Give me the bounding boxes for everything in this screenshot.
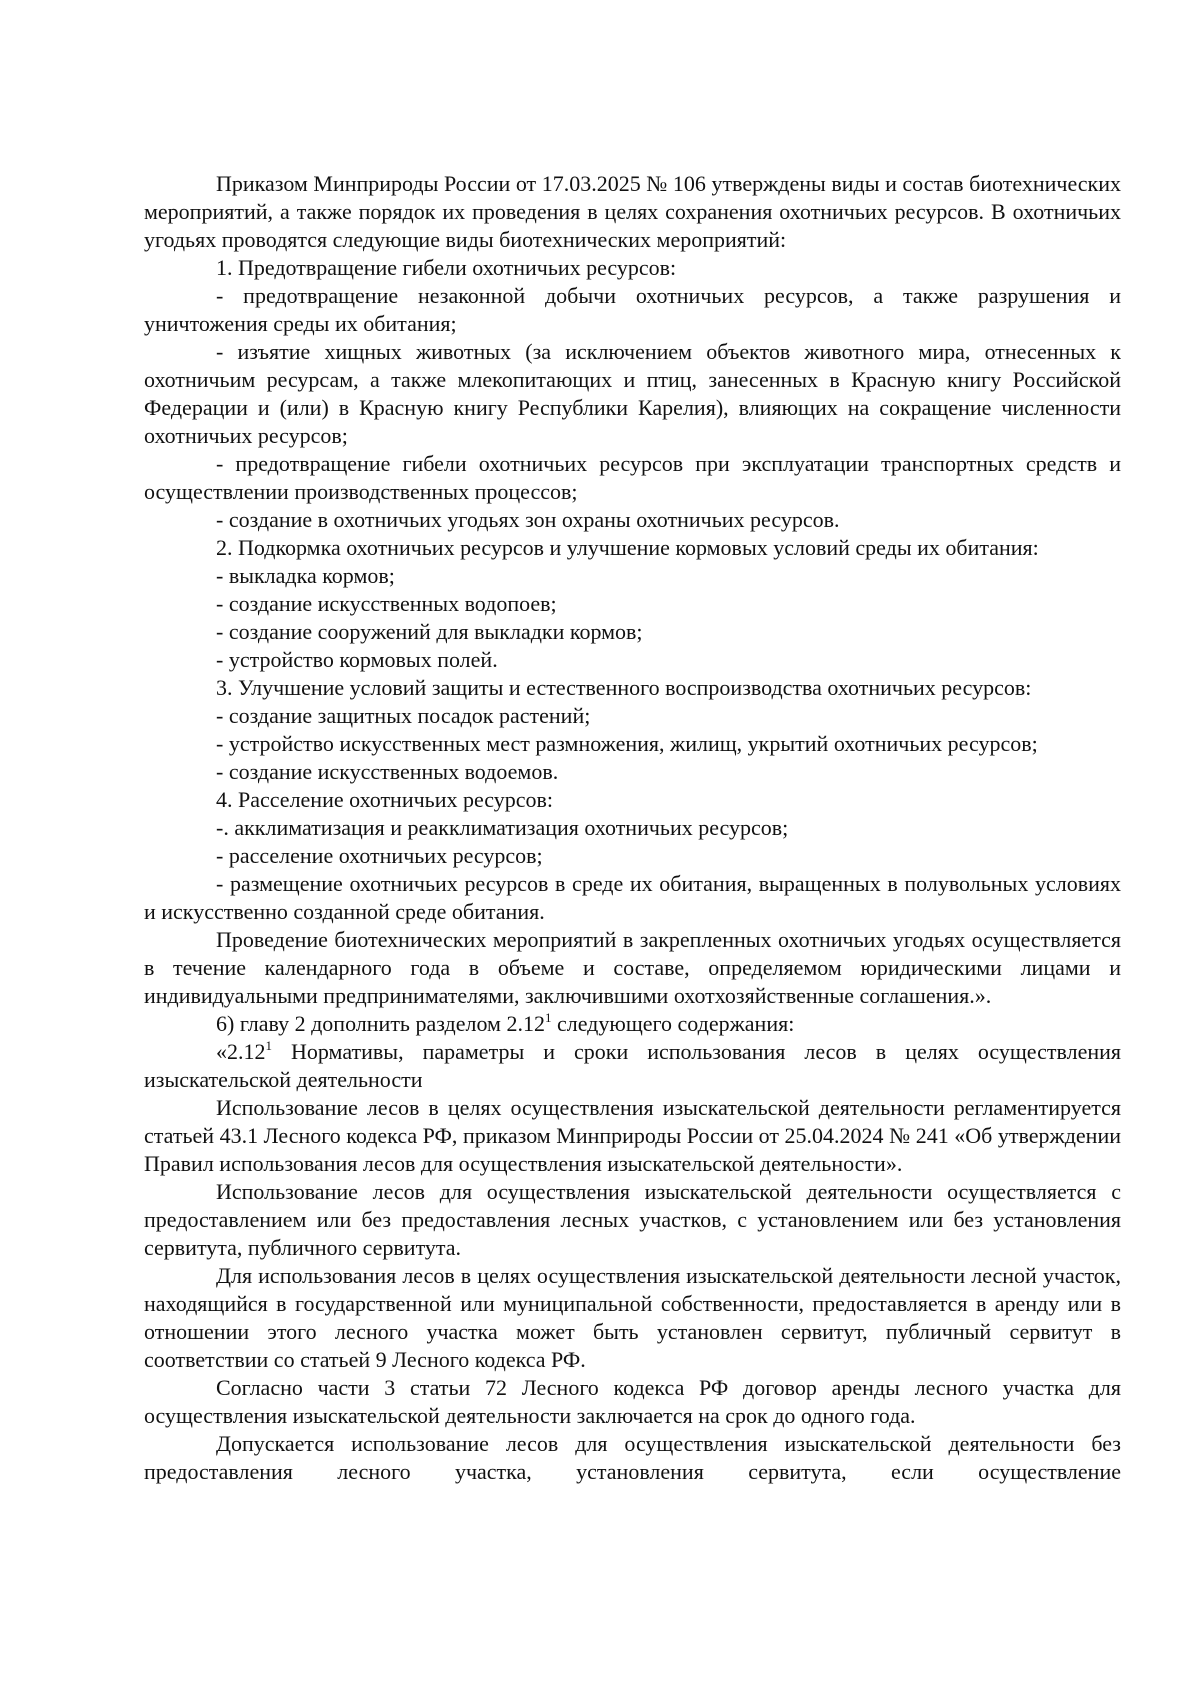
list-item: - предотвращение незаконной добычи охотничьих ресурсов, а также разрушения и уничтожения среды их обитания;: [144, 283, 1121, 336]
section-title-text: Нормативы, параметры и сроки использования лесов в целях осуществления изыскательской деятельности: [144, 1039, 1121, 1092]
list-item: - создание искусственных водопоев;: [216, 591, 557, 616]
intro-paragraph: Приказом Минприроды России от 17.03.2025 № 106 утверждены виды и состав биотехнических мероприятий, а также порядок их проведения в целях сохранения охотничьих ресурсов. В охотничьих угодьях проводятся следующие виды биотехнических мероприятий:: [144, 171, 1121, 252]
new-section-title: [144, 1038, 1121, 1094]
body-paragraph: Использование лесов для осуществления изыскательской деятельности осуществляется с предоставлением или без предоставления лесных участков, с установлением или без установления сервитута, публичного сервитута.: [144, 1179, 1121, 1260]
list-item: - создание сооружений для выкладки кормов;: [216, 619, 643, 644]
section-4: [144, 786, 1121, 926]
section-heading: 1. Предотвращение гибели охотничьих ресурсов:: [216, 255, 677, 280]
list-item: - устройство искусственных мест размножения, жилищ, укрытий охотничьих ресурсов;: [216, 731, 1038, 756]
list-item: -. акклиматизация и реакклиматизация охотничьих ресурсов;: [216, 815, 789, 840]
section-3: [144, 674, 1121, 786]
list-item: - выкладка кормов;: [216, 563, 395, 588]
closing-paragraph: Проведение биотехнических мероприятий в закрепленных охотничьих угодьях осуществляется в течение календарного года в объеме и составе, определяемом юридическими лицами и индивидуальными предпринимателями, заключившими охотхозяйственные соглашения.».: [144, 927, 1121, 1008]
section-2: [144, 534, 1121, 674]
superscript: 1: [265, 1038, 272, 1053]
section-number: «2.12: [216, 1039, 266, 1064]
list-item: - расселение охотничьих ресурсов;: [216, 843, 543, 868]
list-item: - изъятие хищных животных (за исключением объектов животного мира, отнесенных к охотничьим ресурсам, а также млекопитающих и птиц, занесенных в Красную книгу Российской Федерации и (или) в Красную книгу Республики Карелия), влияющих на сокращение численности охотничьих ресурсов;: [144, 339, 1121, 448]
list-item: - создание защитных посадок растений;: [216, 703, 591, 728]
section-1: [144, 254, 1121, 534]
section-heading: 2. Подкормка охотничьих ресурсов и улучшение кормовых условий среды их обитания:: [216, 535, 1039, 560]
section-heading: 3. Улучшение условий защиты и естественного воспроизводства охотничьих ресурсов:: [216, 675, 1032, 700]
section-heading: 4. Расселение охотничьих ресурсов:: [216, 787, 554, 812]
list-item: - размещение охотничьих ресурсов в среде их обитания, выращенных в полувольных условиях и искусственно созданной среде обитания.: [144, 871, 1121, 924]
superscript: 1: [544, 1010, 552, 1025]
list-item: - предотвращение гибели охотничьих ресурсов при эксплуатации транспортных средств и осуществлении производственных процессов;: [144, 451, 1121, 504]
body-paragraph-truncated: Допускается использование лесов для осуществления изыскательской деятельности без предоставления лесного участка, установления сервитута, если осуществление: [144, 1431, 1121, 1484]
amendment-intro: [144, 1010, 1121, 1038]
document-body: [144, 170, 1121, 1486]
list-item: - создание искусственных водоемов.: [216, 759, 559, 784]
amendment-intro-text: 6) главу 2 дополнить разделом 2.12: [216, 1011, 545, 1036]
list-item: - устройство кормовых полей.: [216, 647, 498, 672]
list-item: - создание в охотничьих угодьях зон охраны охотничьих ресурсов.: [216, 507, 840, 532]
body-paragraph: Использование лесов в целях осуществления изыскательской деятельности регламентируется статьей 43.1 Лесного кодекса РФ, приказом Минприроды России от 25.04.2024 № 241 «Об утверждении Правил использования лесов для осуществления изыскательской деятельности».: [144, 1095, 1121, 1176]
body-paragraph: Согласно части 3 статьи 72 Лесного кодекса РФ договор аренды лесного участка для осуществления изыскательской деятельности заключается на срок до одного года.: [144, 1375, 1121, 1428]
amendment-intro-tail: следующего содержания:: [551, 1011, 795, 1036]
body-paragraph: Для использования лесов в целях осуществления изыскательской деятельности лесной участок, находящийся в государственной или муниципальной собственности, предоставляется в аренду или в отношении этого лесного участка может быть установлен сервитут, публичный сервитут в соответствии со статьей 9 Лесного кодекса РФ.: [144, 1263, 1121, 1372]
